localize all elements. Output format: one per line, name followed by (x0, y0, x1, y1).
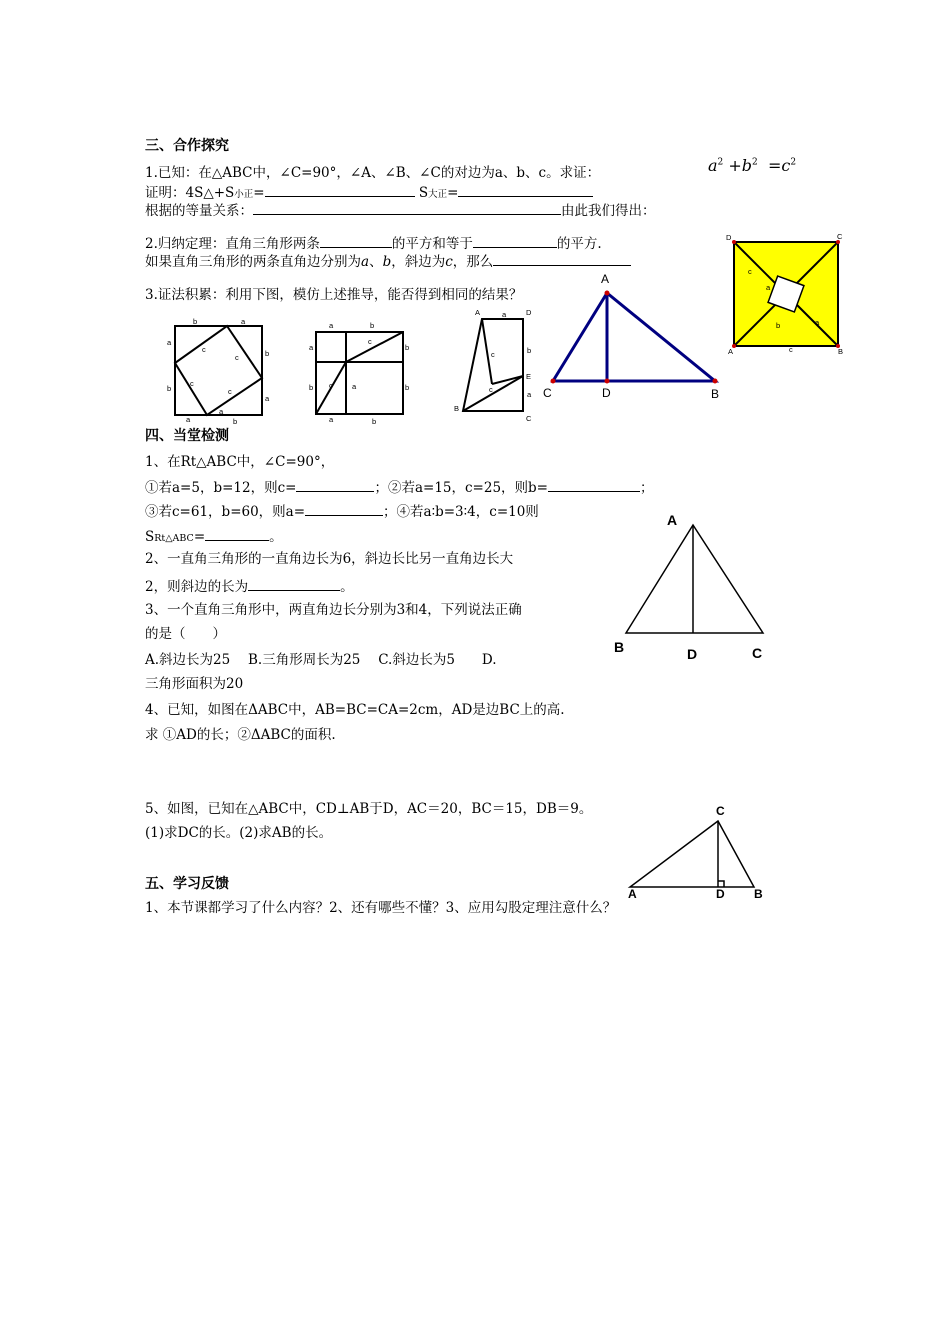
proof-methods-line: 3.证法积累：利用下图，模仿上述推导，能否得到相同的结果？ (145, 287, 523, 303)
proof-line: 证明：4S△+S小正= S大正= (145, 182, 593, 204)
altitude-triangle-figure (620, 795, 770, 905)
theorem-statement-line: 如果直角三角形的两条直角边分别为a、b，斜边为c，那么 (145, 251, 631, 271)
feedback-line: 1、本节课都学习了什么内容？2、还有哪些不懂？3、应用勾股定理注意什么？ (145, 900, 617, 916)
label: a (167, 338, 172, 347)
q5-line-2: (1)求DC的长。(2)求AB的长。 (145, 825, 333, 841)
q-known-line: 1.已知：在△ABC中，∠C=90°，∠A、∠B、∠C的对边为a、b、c。求证： (145, 165, 601, 181)
label: a (309, 343, 314, 352)
label: c (489, 385, 493, 394)
vertex-label-c: C (716, 804, 725, 818)
q4-line-2: 求 ①AD的长；②ΔABC的面积. (145, 727, 336, 743)
label: a (329, 415, 334, 424)
vertex-label-a: A (628, 887, 637, 901)
label: b (233, 417, 238, 426)
pythagoras-formula: $a^2 +b^2 =c^2$ (708, 156, 797, 175)
label: a (352, 382, 357, 391)
label: A (728, 347, 734, 356)
vertex-label-a: A (667, 512, 678, 528)
q1-line: 1、在Rt△ABC中，∠C=90°， (145, 454, 335, 470)
blue-triangle-figure (540, 270, 730, 405)
vertex-label-a: A (601, 272, 610, 286)
label: a (329, 321, 334, 330)
vertex-label-d: D (716, 887, 725, 901)
q3-option-d: 三角形面积为20 (145, 676, 244, 692)
label: a (265, 394, 270, 403)
q3-line-1: 3、一个直角三角形中，两直角边长分别为3和4，下列说法正确 (145, 602, 522, 618)
label: c (368, 337, 372, 346)
label: a (815, 318, 820, 327)
label: b (405, 383, 410, 392)
label: c (202, 345, 206, 354)
label: c (329, 381, 333, 390)
trapezoid-figure (450, 305, 535, 425)
label: b (527, 346, 532, 355)
label: c (789, 345, 793, 354)
q1-part-c: SRt△ABC= 。 (145, 526, 283, 548)
q3-options: A.斜边长为25 B.三角形周长为25 C.斜边长为5 D. (145, 652, 497, 668)
label: a (186, 415, 191, 424)
q2-line-2: 2，则斜边的长为 。 (145, 576, 354, 596)
section4-heading: 四、当堂检测 (145, 428, 229, 444)
label: D (526, 308, 532, 317)
label: b (309, 383, 314, 392)
vertex-label-b: B (614, 639, 625, 655)
equality-line: 根据的等量关系： 由此我们得出： (145, 200, 656, 220)
vertex-label-c: C (543, 386, 552, 400)
q5-line-1: 5、如图，已知在△ABC中，CD⊥AB于D，AC＝20，BC＝15，DB＝9。 (145, 801, 593, 817)
label: b (405, 343, 410, 352)
label: C (526, 414, 532, 423)
label: a (502, 310, 507, 319)
label: c (235, 353, 239, 362)
label: a (527, 390, 532, 399)
label: a (241, 317, 246, 326)
q2-line-1: 2、一直角三角形的一直角边长为6，斜边长比另一直角边长大 (145, 551, 514, 567)
vertex-label-d: D (602, 386, 611, 400)
label: b (265, 349, 270, 358)
proof-square-figure-1 (165, 318, 275, 428)
yellow-square-figure (722, 230, 852, 360)
label: a (219, 407, 224, 416)
label: D (726, 233, 732, 242)
vertex-label-b: B (711, 387, 720, 401)
label: b (193, 317, 198, 326)
section3-heading: 三、合作探究 (145, 138, 229, 154)
vertex-label-b: B (754, 887, 763, 901)
label: B (454, 404, 460, 413)
q3-line-2: 的是（ ） (145, 626, 226, 642)
equilateral-triangle-figure (610, 505, 770, 670)
q1-part-a: ①若a=5，b=12，则c= ；②若a=15，c=25，则b= ； (145, 477, 654, 497)
label: C (837, 232, 843, 241)
label: B (838, 347, 844, 356)
label: b (370, 321, 375, 330)
vertex-label-c: C (752, 645, 763, 661)
label: c (491, 350, 495, 359)
label: A (475, 308, 481, 317)
label: c (748, 267, 752, 276)
label: b (372, 417, 377, 426)
vertex-label-d: D (687, 646, 698, 662)
proof-square-figure-2 (306, 318, 411, 428)
label: b (167, 384, 172, 393)
label: c (190, 379, 194, 388)
label: E (526, 372, 532, 381)
label: a (766, 283, 771, 292)
label: b (776, 321, 781, 330)
q4-line-1: 4、已知，如图在ΔABC中，AB=BC=CA=2cm，AD是边BC上的高. (145, 702, 565, 718)
label: c (228, 387, 232, 396)
section5-heading: 五、学习反馈 (145, 876, 229, 892)
q1-part-b: ③若c=61，b=60，则a= ；④若a∶b=3∶4，c=10则 (145, 501, 539, 521)
theorem-line: 2.归纳定理：直角三角形两条 的平方和等于 的平方. (145, 233, 602, 253)
